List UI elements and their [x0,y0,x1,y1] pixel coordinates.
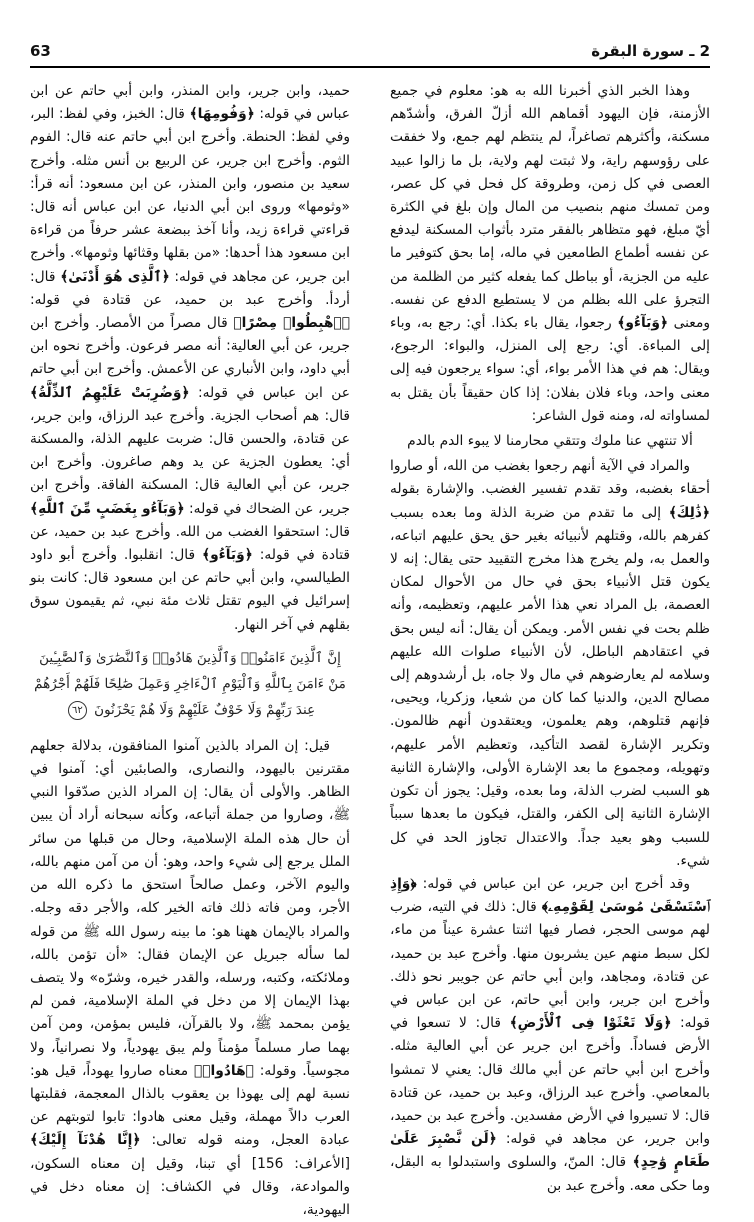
paragraph: وقد أخرج ابن جرير، عن ابن عباس في قوله: ﴿وَإِذِ ٱسْتَسْقَىٰ مُوسَىٰ لِقَوْمِهِۦ﴾ قال: ذلك في التيه، ضرب لهم موسى الحجر، فصار فيها اثنتا عشرة عيناً من ماء، لكل سبط منهم عين يشربون منها. وأخرج عبد بن حميد، عن قتادة، ومجاهد، وابن أبي حاتم عن جويبر نحو ذلك. وأخرج ابن جرير، وابن أبي حاتم، عن ابن عباس في قوله: ﴿وَلَا تَعْثَوْا فِى ٱلْأَرْضِ﴾ قال: لا تسعوا في الأرض فساداً. وأخرج ابن جرير عن أبي العالية مثله. وأخرج ابن أبي حاتم عن أبي مالك قال: يعني لا تمشوا بالمعاصي. وأخرج عبد الرزاق، وعبد بن حميد، عن قتادة قال: لا تسيروا في الأرض مفسدين. وأخرج عبد بن حميد، وابن جرير، عن مجاهد في قوله: ﴿لَن نَّصْبِرَ عَلَىٰ طَعَامٍ وَٰحِدٍ﴾ قال: المنّ، والسلوى واستبدلوا به البقل، وما حكى معه. وأخرج عبد بن [390,875,711,1194]
quran-quote: ﴿وَفُومِهَا﴾ [189,106,255,123]
quran-quote: ﴿ٱلَّذِى هُوَ أَدْنَىٰ﴾ [60,268,170,285]
right-column [390,80,711,1194]
quran-quote: ﴿وَإِذِ ٱسْتَسْقَىٰ مُوسَىٰ لِقَوْمِهِۦ﴾ [390,875,710,916]
quran-quote: ﴿وَبَآءُو﴾ [617,315,669,332]
quran-quote: ﴿وَبَآءُو بِغَضَبٍ مِّنَ ٱللَّهِ﴾ [30,500,185,517]
paragraph: والمراد في الآية أنهم رجعوا بغضب من الله، أو صاروا أحقاء بغضبه، وقد تقدم تفسير الغضب. والإشارة بقوله ﴿ذَٰلِكَ﴾ إلى ما تقدم من ضربة الذلة وما بعده بسبب كفرهم بالله، وقتلهم لأنبيائه بغير حق يحق عليهم اتباعه، والعمل به، ولم يخرج هذا مخرج التقييد حتى يقال: إنه لا يكون قتل الأنبياء بحق في حال من الأحوال لمكان العصمة، بل المراد نعي هذا الأمر عليهم، وتعظيمه، وأنه ظلم بحت في نفس الأمر. ويمكن أن يقال: أنه ليس بحق في اعتقادهم الباطل، لأن الأنبياء صلوات الله عليهم وسلامه لم يعارضوهم في مال ولا جاه، بل أرشدوهم إلى مصالح الدين، والدنيا كما كان من شعيا، وزكريا، ويحيى، فإنهم قتلوهم، وهم يعلمون، ويعتقدون أنهم ظالمون. وتكرير الإشارة لقصد التأكيد، وتعظيم الأمر عليهم، وتهويله، ومجموع ما بعد الإشارة الأولى، والإشارة الثانية هو السبب لضرب الذلة، وما بعده، وقيل: يجوز أن تكون الإشارة الثانية إلى الكفر، والقتل، فيكون ما بعدها سبباً للسبب وهو بعيد جداً. والاعتدال تجاوز الحد في كل شيء. [390,458,710,869]
surah-title: 2 ـ سورة البقرة [591,42,710,60]
paragraph: قيل: إن المراد بالذين آمنوا المنافقون، بدلالة جعلهم مقترنين باليهود، والنصارى، والصابئين أي: آمنوا في الظاهر. والأولى أن يقال: إن المراد الذين صدّقوا النبي ﷺ، وصاروا من جملة أتباعه، وكأنه سبحانه أراد أن يبين أن حال هذه الملة الإسلامية، وحال من قبلها من سائر الملل يرجع إلى شيء واحد، وهو: أن من آمن منهم بالله، واليوم الآخر، وعمل صالحاً استحق ما ذكره الله من الأجر، ومن فاته ذلك فاته الخير كله، والأجر دقه وجله. والمراد بالإيمان ههنا هو: ما بينه رسول الله ﷺ من قوله لما سأله جبريل عن الإيمان فقال: «أن تؤمن بالله، وملائكته، وكتبه، ورسله، والقدر خيره، وشرّه» ولا يتصف بهذا الإيمان إلا من دخل في الملة الإسلامية، فمن لم يؤمن بمحمد ﷺ، ولا بالقرآن، فليس بمؤمن، ومن آمن بهما صار مسلماً مؤمناً ولم يبق يهودياً، ولا نصرانياً، ولا مجوسياً. وقوله: ﴿هَادُوا۟﴾ معناه صاروا يهوداً، قيل هو: نسبة لهم إلى يهوذا بن يعقوب بالذال المعجمة، فقلبتها العرب دالاً مهملة، وقيل معنى هادوا: تابوا لتوبتهم عن عبادة العجل، ومنه قوله تعالى: ﴿إِنَّا هُدْنَآ إِلَيْكَ﴾ [الأعراف: 156] أي تبنا، وقيل إن معناه السكون، والموادعة، وقال في الكشاف: إن معناه دخل في اليهودية، [30,737,350,1218]
poem-line: ألا تنتهي عنا ملوك وتتقي محارمنا لا يبوء الدم بالدم [407,433,693,450]
quran-quote: ﴿إِنَّا هُدْنَآ إِلَيْكَ﴾ [30,1132,141,1149]
verse-number-marker: ٦٢ [68,701,87,720]
left-column [30,80,351,1218]
header-rule [30,66,710,68]
quran-quote: ﴿وَبَآءُو﴾ [202,547,253,564]
page-header [30,38,710,64]
quran-quote: ﴿ذَٰلِكَ﴾ [668,504,710,521]
paragraph: وهذا الخبر الذي أخبرنا الله به هو: معلوم في جميع الأزمنة، فإن اليهود أقماهم الله أزلّ الفرق، وأشدّهم مسكنة، وأكثرهم تصاغراً، لم ينتظم لهم جمع، ولا خفقت على رؤوسهم راية، ولا ثبتت لهم ولاية، بل ما زالوا عبيد العصى في كل زمن، وطروقة كل فحل في كل عصر، ومن تمسك منهم بنصيب من المال وإن بلغ في الكثرة أيّ مبلغ، فهو متظاهر بالفقر مترد بأثواب المسكنة ليدفع عن نفسه أطماع الطامعين في ماله، إما بحق كتوفير ما عليه من الجزية، أو بباطل كما يفعله كثير من الظلمة من التجرؤ على الله بظلم من لا يستطيع الدفع عن نفسه. ومعنى ﴿وَبَآءُو﴾ رجعوا، يقال باء بكذا. أي: رجع به، وباء إلى المباءة. أي: رجع إلى المنزل، والبواء: الرجوع، ويقال: هم في هذا الأمر بواء، أي: سواء يرجعون فيه إلى معنى واحد، وباء فلان بفلان: إذا كان حقيقاً بأن يقتل به لمساواته له، ومنه قول الشاعر: [390,83,710,424]
paragraph: حميد، وابن جرير، وابن المنذر، وابن أبي حاتم عن ابن عباس في قوله: ﴿وَفُومِهَا﴾ قال: الخبز، وفي لفظ: البر، وفي لفظ: الحنطة. وأخرج ابن أبي حاتم عنه قال: الفوم الثوم. وأخرج ابن جرير، عن الربيع بن أنس مثله. وأخرج سعيد بن منصور، وابن المنذر، عن ابن مسعود: أنه قرأ: «وثومها» وروى ابن أبي الدنيا، عن ابن عباس أنه قال: قراءتي قراءة زيد، وأنا آخذ ببضعة عشر حرفاً من قراءة ابن مسعود هذا أحدها: «من بقلها وقثائها وثومها». وأخرج ابن جرير، عن مجاهد في قوله: ﴿ٱلَّذِى هُوَ أَدْنَىٰ﴾ قال: أردأ. وأخرج عبد بن حميد، عن قتادة في قوله: ﴿ٱهْبِطُوا۟ مِصْرًا﴾ قال مصراً من الأمصار. وأخرج ابن جرير، عن أبي العالية: أنه مصر فرعون. وأخرج نحوه ابن أبي داود، وابن الأنباري عن الأعمش. وأخرج ابن أبي حاتم عن ابن عباس في قوله: ﴿وَضُرِبَتْ عَلَيْهِمُ ٱلذِّلَّةُ﴾ قال: هم أصحاب الجزية. وأخرج عبد الرزاق، وابن جرير، عن قتادة، والحسن قال: ضربت عليهم الذلة، والمسكنة أي: يعطون الجزية عن يد وهم صاغرون. وأخرج ابن جرير، عن أبي العالية قال: المسكنة الفاقة. وأخرج ابن جرير، عن الضحاك في قوله: ﴿وَبَآءُو بِغَضَبٍ مِّنَ ٱللَّهِ﴾ قال: استحقوا الغضب من الله. وأخرج عبد بن حميد، عن قتادة في قوله: ﴿وَبَآءُو﴾ قال: انقلبوا. وأخرج أبو داود الطيالسي، وابن أبي حاتم عن ابن مسعود قال: كانت بنو إسرائيل في اليوم تقتل ثلاث مئة نبي، ثم يقيمون سوق بقلهم في آخر النهار. [30,83,351,633]
quran-quote: ﴿وَضُرِبَتْ عَلَيْهِمُ ٱلذِّلَّةُ﴾ [30,384,190,401]
quran-quote: ﴿لَن نَّصْبِرَ عَلَىٰ طَعَامٍ وَٰحِدٍ﴾ [390,1131,711,1171]
quran-verse: إِنَّ ٱلَّذِينَ ءَامَنُوا۟ وَٱلَّذِينَ هَادُوا۟ وَٱلنَّصَٰرَىٰ وَٱلصَّٰبِـِٔينَ مَنْ ءَامَنَ بِٱللَّهِ وَٱلْيَوْمِ ٱلْءَاخِرِ وَعَمِلَ صَٰلِحًا فَلَهُمْ أَجْرُهُمْ عِندَ رَبِّهِمْ وَلَا خَوْفٌ عَلَيْهِمْ وَلَا هُمْ يَحْزَنُونَ ٦٢ [34,649,346,718]
quran-quote: ﴿وَلَا تَعْثَوْا فِى ٱلْأَرْضِ﴾ [509,1015,672,1032]
quran-quote: ﴿ٱهْبِطُوا۟ مِصْرًا﴾ [233,315,350,332]
page-number: 63 [30,42,51,60]
quran-quote: ﴿هَادُوا۟﴾ [193,1062,254,1079]
